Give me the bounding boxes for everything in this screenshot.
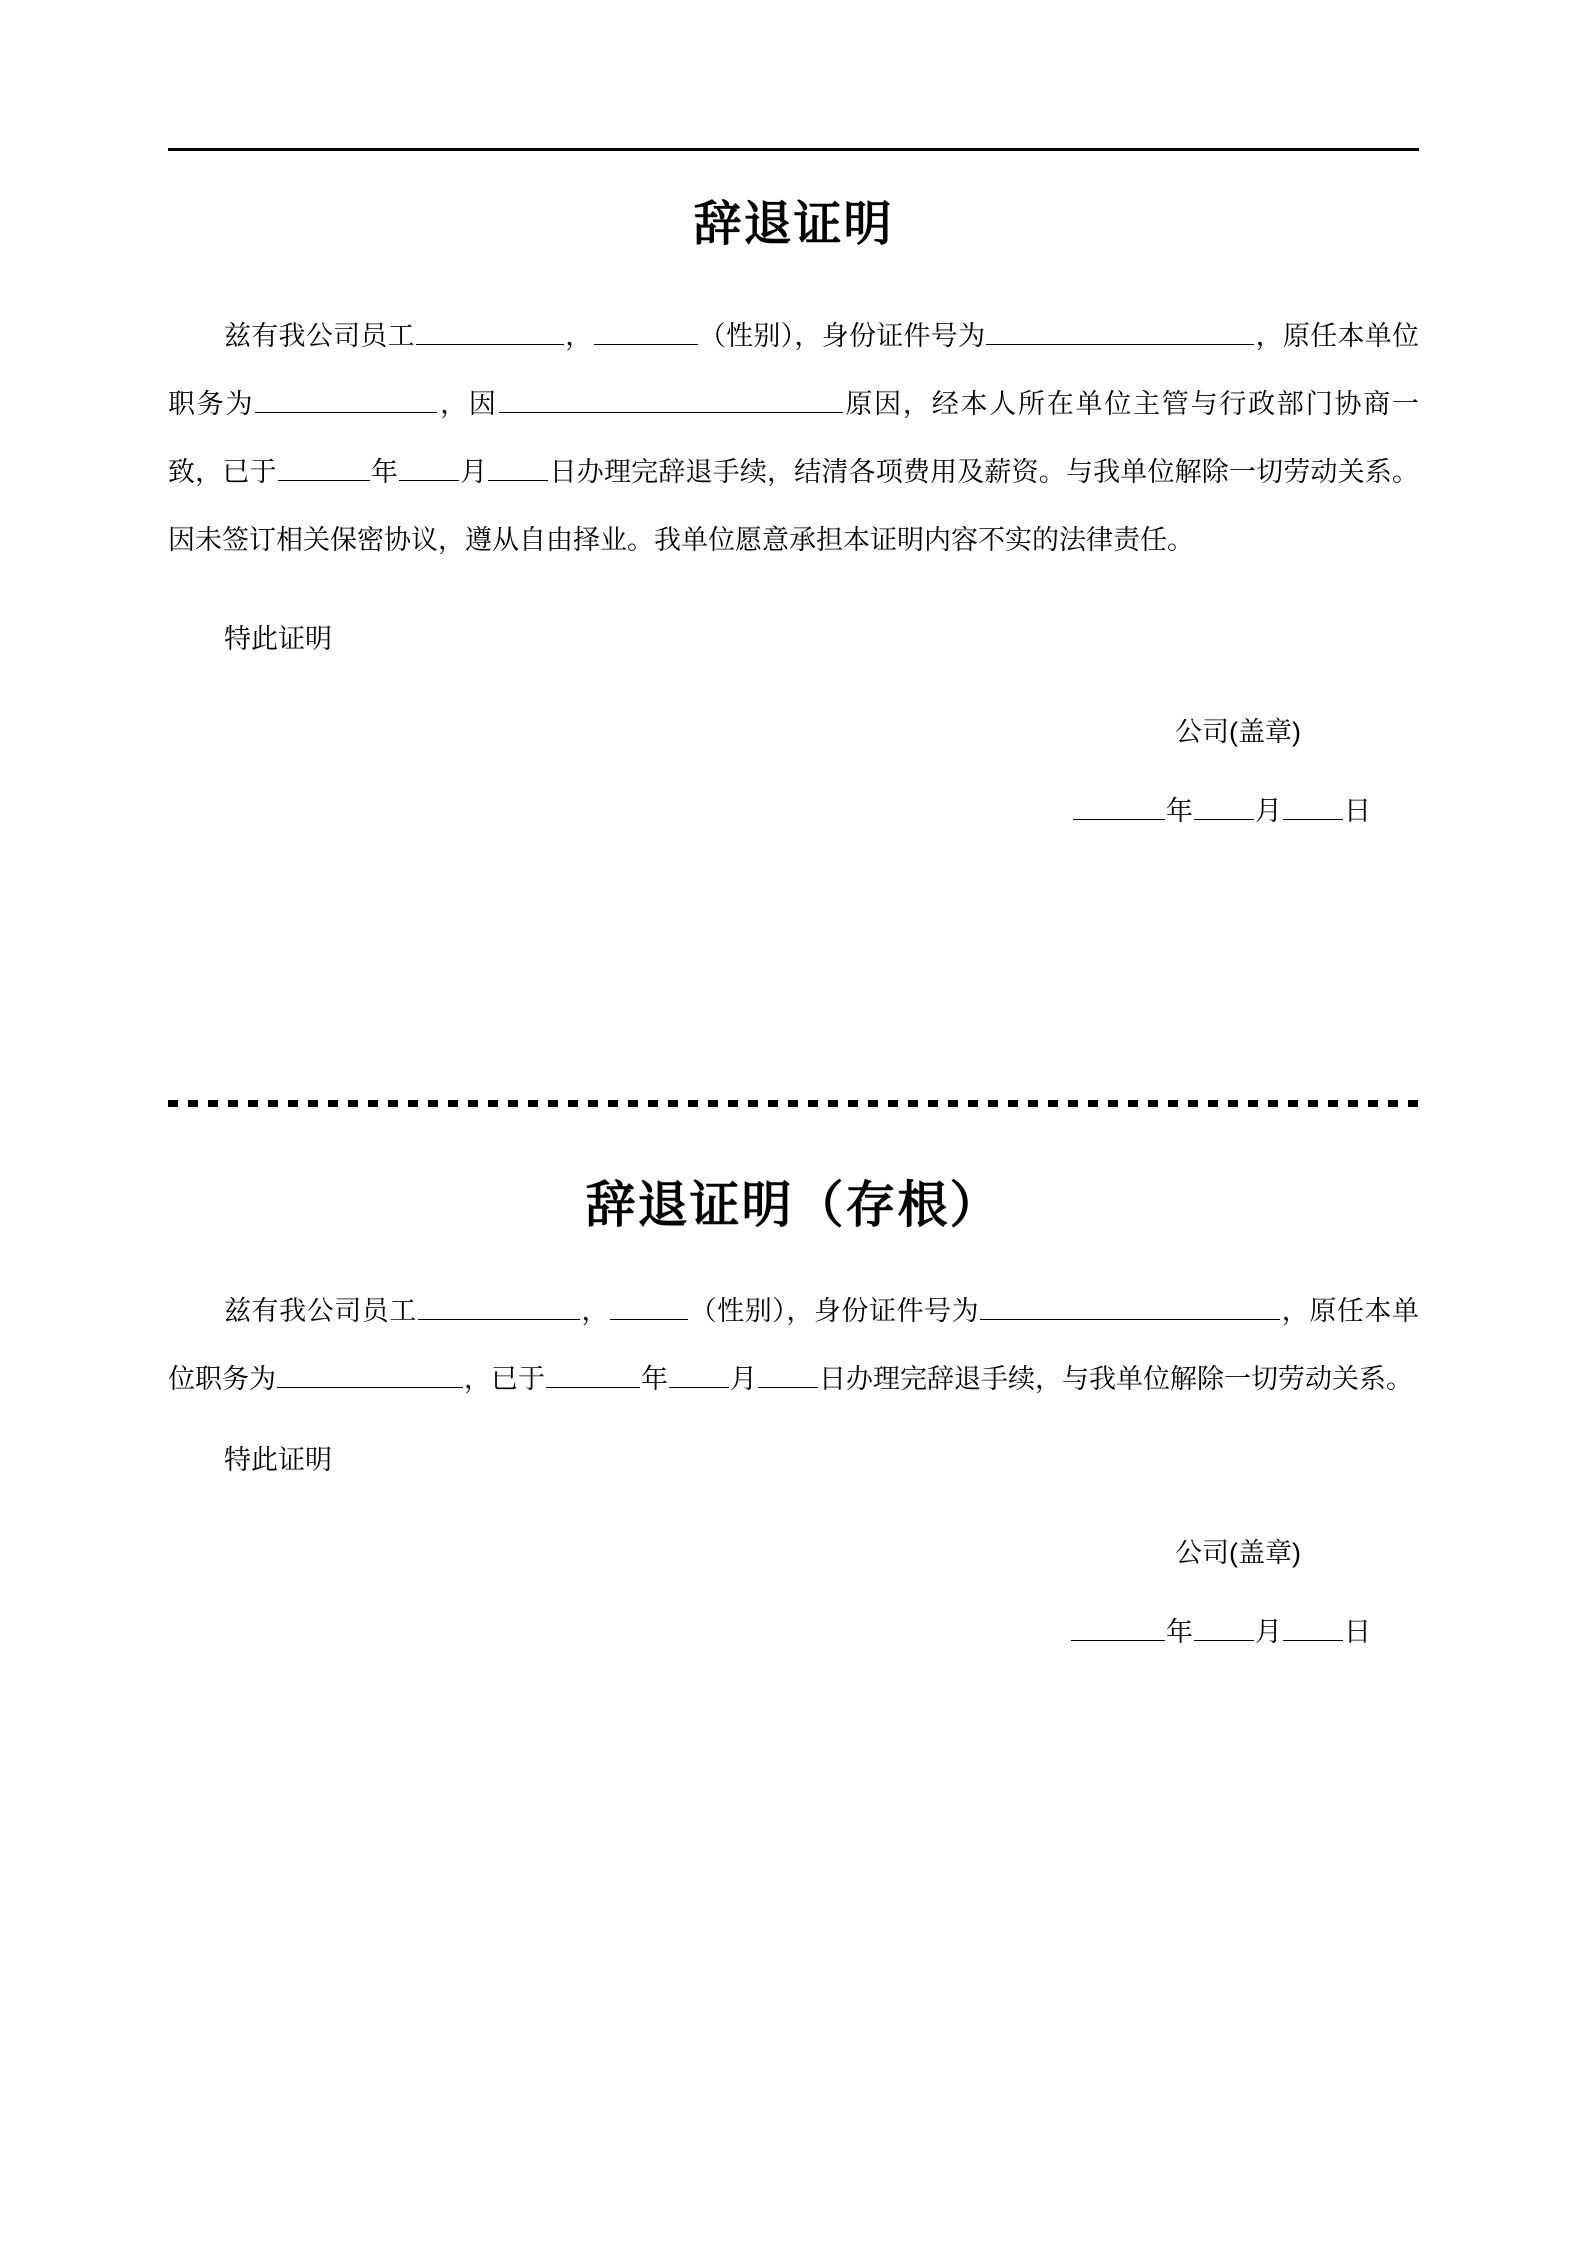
certificate-section (168, 196, 1419, 828)
stub-text-employee-prefix: 兹有我公司员工 (224, 1296, 417, 1326)
stub-body (168, 1277, 1419, 1413)
date-day-blank[interactable] (1283, 790, 1343, 819)
certificate-note: 特此证明 (224, 623, 332, 654)
date-day-label: 日 (1344, 795, 1371, 826)
stub-id-number-blank[interactable] (980, 1291, 1280, 1320)
gender-blank[interactable] (594, 315, 698, 344)
text-reason-suffix: 原因，经本人所在单位主管与行政部门协商一致，已于 (168, 388, 1420, 487)
company-seal-label: 公司(盖章) (1175, 716, 1301, 747)
text-position-prefix: ，原任本单位职务为 (168, 320, 1420, 419)
stub-date-month-label: 月 (1255, 1617, 1282, 1648)
stub-date-year-label: 年 (1166, 1617, 1193, 1648)
stub-text-year-label: 年 (641, 1364, 668, 1395)
stub-employee-name-blank[interactable] (418, 1291, 580, 1320)
text-year-label: 年 (370, 456, 399, 487)
stub-section (168, 1175, 1419, 1649)
page-title: 辞退证明 (693, 196, 894, 252)
year-blank[interactable] (278, 451, 370, 480)
text-month-label: 月 (460, 456, 488, 487)
text-reason-prefix: ，因 (438, 388, 498, 419)
stub-date-year-blank[interactable] (1071, 1612, 1165, 1641)
text-comma-1: ， (564, 320, 593, 351)
stub-text-closing: 日办理完辞退手续，与我单位解除一切劳动关系。 (819, 1364, 1413, 1395)
stub-text-month-label: 月 (730, 1364, 757, 1395)
day-blank[interactable] (488, 451, 548, 480)
date-month-label: 月 (1255, 795, 1282, 826)
id-number-blank[interactable] (986, 315, 1254, 344)
stub-date-day-label: 日 (1344, 1617, 1371, 1648)
stub-company-seal-label: 公司(盖章) (1175, 1538, 1301, 1569)
stub-date-line (168, 1610, 1419, 1649)
date-year-blank[interactable] (1073, 790, 1165, 819)
date-month-blank[interactable] (1194, 790, 1254, 819)
text-gender-id: （性别），身份证件号为 (698, 320, 986, 351)
stub-day-blank[interactable] (758, 1359, 818, 1388)
stub-gender-blank[interactable] (610, 1291, 688, 1320)
reason-blank[interactable] (499, 383, 843, 412)
stub-date-day-blank[interactable] (1283, 1612, 1343, 1641)
certificate-date-line (168, 789, 1419, 828)
stub-year-blank[interactable] (546, 1359, 640, 1388)
certificate-body (168, 302, 1419, 574)
text-employee-prefix: 兹有我公司员工 (224, 320, 415, 351)
stub-text-date-prefix: ，已于 (464, 1364, 545, 1395)
position-blank[interactable] (255, 383, 437, 412)
date-year-label: 年 (1166, 795, 1193, 826)
header-rule (168, 148, 1419, 151)
stub-date-month-blank[interactable] (1194, 1612, 1254, 1641)
stub-text-position-prefix: ，原任本单位职务为 (168, 1296, 1420, 1395)
stub-title: 辞退证明（存根） (585, 1175, 1002, 1234)
month-blank[interactable] (399, 451, 459, 480)
stub-text-comma-1: ， (580, 1296, 610, 1326)
employee-name-blank[interactable] (416, 315, 564, 344)
stub-text-gender-id: （性别），身份证件号为 (689, 1296, 980, 1326)
cut-separator (168, 1100, 1419, 1107)
stub-position-blank[interactable] (277, 1359, 463, 1388)
stub-month-blank[interactable] (669, 1359, 729, 1388)
stub-note: 特此证明 (224, 1445, 332, 1476)
text-closing: 日办理完辞退手续，结清各项费用及薪资。与我单位解除一切劳动关系。因未签订相关保密协议，遵从自由择业。我单位愿意承担本证明内容不实的法律责任。 (168, 456, 1420, 555)
